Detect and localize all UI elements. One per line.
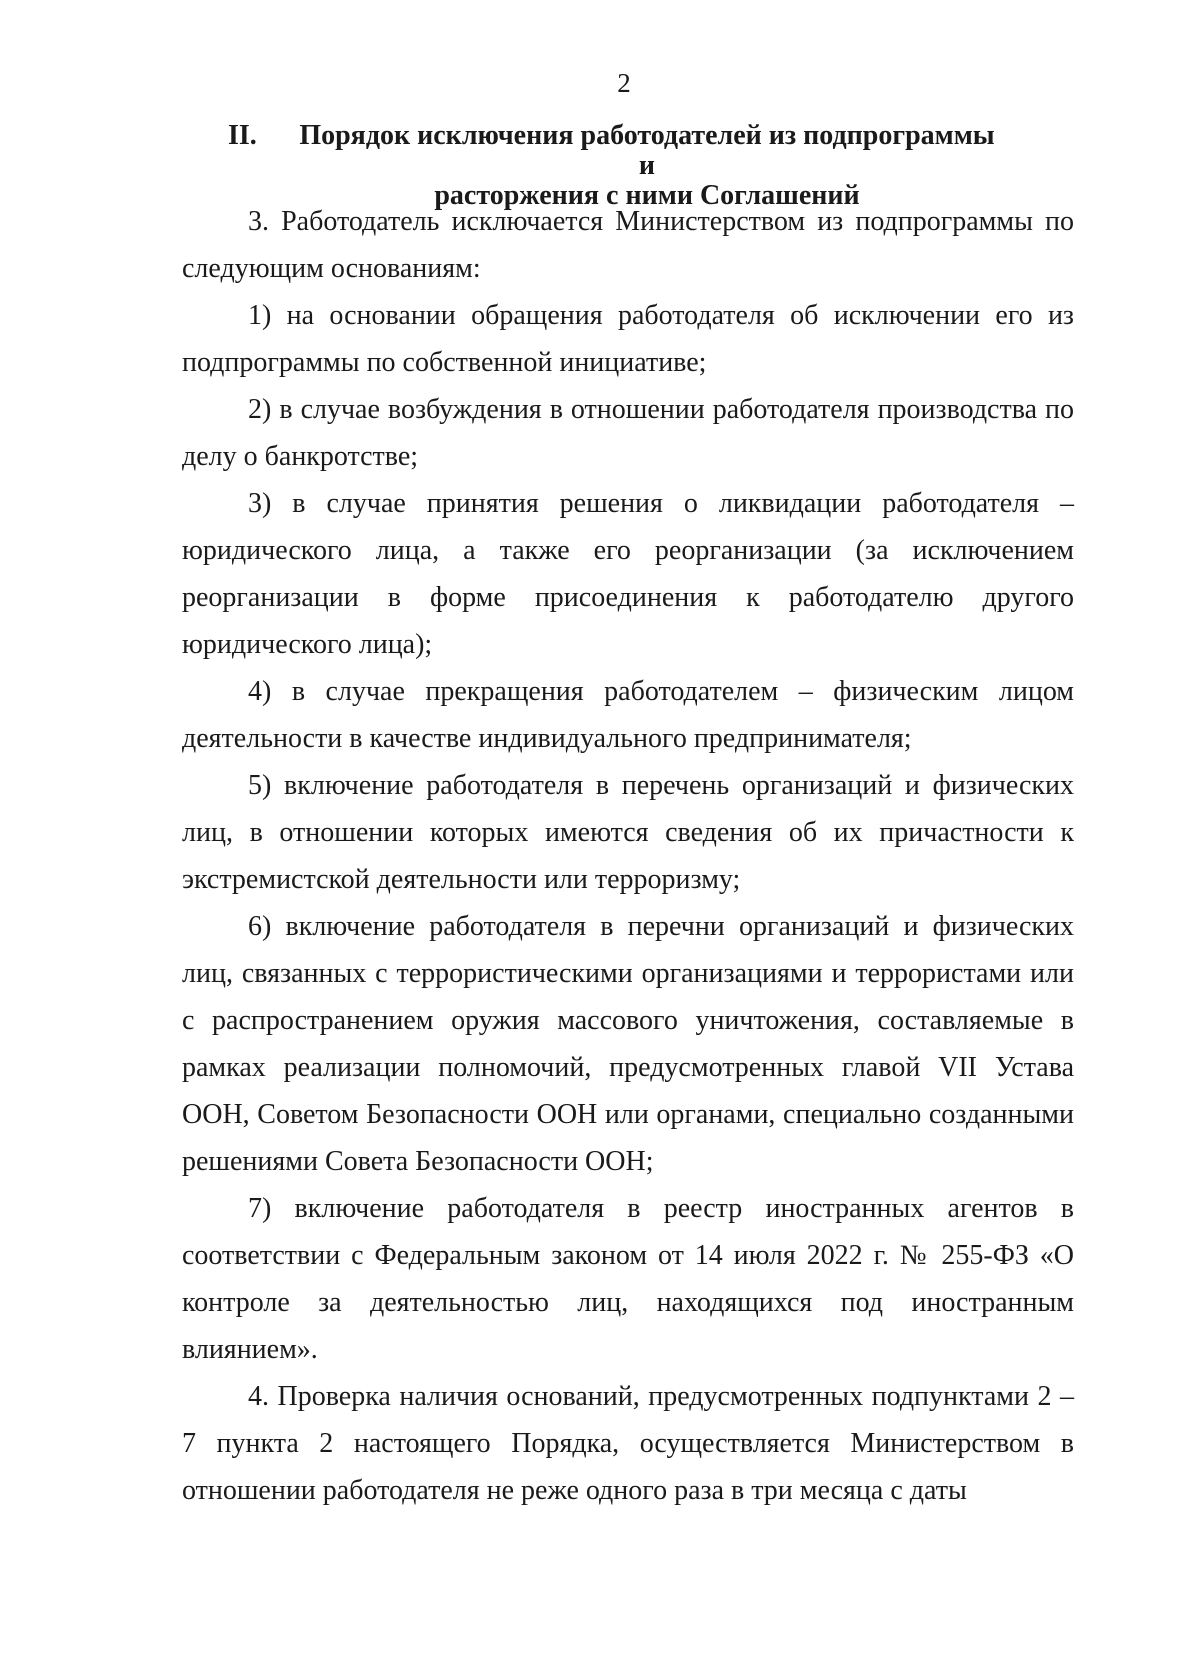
subparagraph-4: 4) в случае прекращения работодателем – физическим лицом деятельности в качестве индивидуального предпринимателя; [182, 676, 1074, 754]
subparagraph-3: 3) в случае принятия решения о ликвидации работодателя – юридического лица, а также его реорганизации (за исключением реорганизации в форме присоединения к работодателю другого юридического лица); [182, 488, 1074, 660]
subparagraph-6: 6) включение работодателя в перечни организаций и физических лиц, связанных с террористическими организациями и террористами или с распространением оружия массового уничтожения, составляемые в рамках реализации полномочий, предусмотренных главой VII Устава ООН, Советом Безопасности ООН или органами, специально созданными решениями Совета Безопасности ООН; [182, 911, 1074, 1177]
section-title-line-2: расторжения с ними Соглашений [434, 180, 860, 211]
subparagraph-1: 1) на основании обращения работодателя об исключении его из подпрограммы по собственной инициативе; [182, 300, 1074, 378]
page-number: 2 [617, 68, 631, 98]
subparagraph-7: 7) включение работодателя в реестр иностранных агентов в соответствии с Федеральным законом от 14 июля 2022 г. № 255-ФЗ «О контроле за деятельностью лиц, находящихся под иностранным влиянием». [182, 1193, 1074, 1365]
paragraph-3: 3. Работодатель исключается Министерством из подпрограммы по следующим основаниям: [182, 206, 1074, 284]
paragraph-4: 4. Проверка наличия оснований, предусмотренных подпунктами 2 – 7 пункта 2 настоящего Порядка, осуществляется Министерством в отношении работодателя не реже одного раза в три месяца с даты [182, 1381, 1074, 1506]
subparagraph-2: 2) в случае возбуждения в отношении работодателя производства по делу о банкротстве; [182, 394, 1074, 472]
section-numeral: II. [228, 120, 257, 151]
subparagraph-5: 5) включение работодателя в перечень организаций и физических лиц, в отношении которых имеются сведения об их причастности к экстремистской деятельности или терроризму; [182, 770, 1074, 895]
document-body [182, 198, 1074, 1514]
section-title-line-1: Порядок исключения работодателей из подпрограммы и [299, 120, 995, 181]
